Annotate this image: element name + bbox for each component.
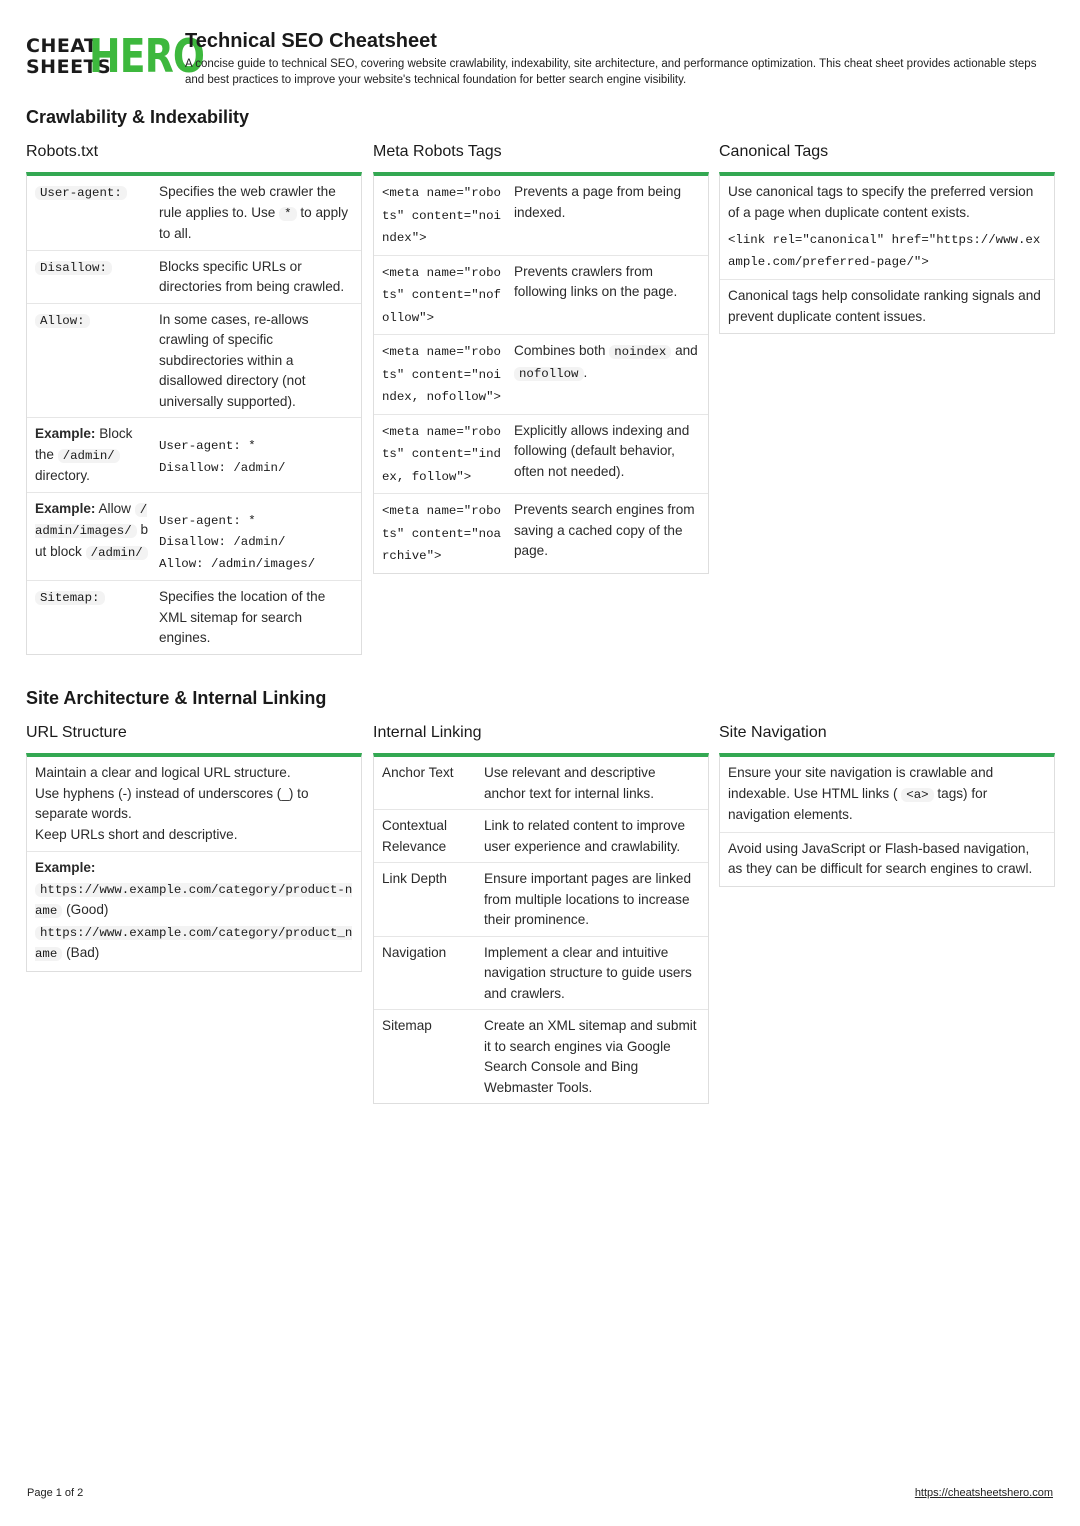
- linking-value: Link to related content to improve user experience and crawlability.: [484, 818, 685, 854]
- linking-key: Anchor Text: [382, 765, 454, 780]
- linking-value: Use relevant and descriptive anchor text for internal links.: [484, 765, 656, 801]
- section-title-crawlability: Crawlability & Indexability: [26, 107, 250, 127]
- meta-row-noindex: [374, 176, 708, 256]
- code-meta-nofollow: <meta name="robots" content="nofollow">: [382, 265, 501, 325]
- code-admin-images-path: /admin/images/: [35, 502, 148, 538]
- linking-row: [374, 937, 708, 1011]
- meta-combines-text-b: and: [675, 343, 698, 358]
- url-example: [27, 852, 361, 971]
- card-title-robots: Robots.txt: [26, 143, 99, 160]
- logo-text-hero: HERO: [89, 29, 205, 83]
- meta-row-noindex-nofollow: [374, 335, 708, 415]
- example-allow-text-a: Allow: [98, 500, 131, 516]
- meta-row-index-follow: [374, 415, 708, 495]
- code-user-agent: User-agent:: [35, 186, 127, 200]
- linking-key: Contextual Relevance: [382, 818, 447, 854]
- url-line-3: Keep URLs short and descriptive.: [35, 826, 238, 842]
- card-title-meta-robots: Meta Robots Tags: [373, 143, 502, 160]
- code-nofollow: nofollow: [514, 367, 584, 381]
- section-title-site-architecture: Site Architecture & Internal Linking: [26, 688, 327, 708]
- canonical-intro: Use canonical tags to specify the preferred version of a page when duplicate content exists.: [728, 184, 1034, 220]
- linking-row: [374, 810, 708, 863]
- example-label: Example:: [35, 500, 96, 516]
- canonical-intro-block: [720, 176, 1054, 280]
- example-block-code: User-agent: * Disallow: /admin/: [159, 439, 286, 475]
- code-meta-noarchive: <meta name="robots" content="noarchive">: [382, 504, 501, 563]
- meta-row-nofollow: [374, 256, 708, 336]
- card-title-url-structure: URL Structure: [26, 724, 127, 741]
- user-agent-desc-b: to apply to all.: [159, 204, 348, 241]
- robots-row-sitemap: [27, 581, 361, 654]
- example-allow-code: User-agent: * Disallow: /admin/ Allow: /admin/images/: [159, 513, 316, 571]
- canonical-card: [719, 172, 1055, 334]
- robots-card: [26, 172, 362, 655]
- nav-p1-text-b: tags) for navigation elements.: [728, 785, 988, 822]
- page-header: [26, 30, 1056, 90]
- card-title-internal-linking: Internal Linking: [373, 724, 482, 741]
- url-structure-card: [26, 753, 362, 972]
- url-line-1: Maintain a clear and logical URL structure.: [35, 765, 291, 780]
- sitemap-desc: Specifies the location of the XML sitemap for search engines.: [159, 589, 326, 645]
- linking-value: Ensure important pages are linked from multiple locations to increase their prominence.: [484, 871, 692, 927]
- example-block-text-b: directory.: [35, 468, 90, 483]
- code-allow: Allow:: [35, 314, 90, 328]
- code-noindex: noindex: [609, 345, 671, 359]
- linking-key: Sitemap: [382, 1018, 432, 1033]
- meta-combines-period: .: [583, 364, 588, 380]
- meta-row-noarchive: [374, 494, 708, 573]
- internal-linking-card: [373, 753, 709, 1104]
- robots-row-example-block: [27, 418, 361, 493]
- linking-value: Implement a clear and intuitive navigation structure to guide users and crawlers.: [484, 944, 692, 1001]
- linking-row: [374, 1010, 708, 1103]
- nav-paragraph-2: Avoid using JavaScript or Flash-based navigation, as they can be difficult for search engines to crawl.: [728, 840, 1033, 876]
- allow-desc: In some cases, re-allows crawling of specific subdirectories within a disallowed directory (not universally supported).: [159, 311, 309, 409]
- cheatsheets-hero-logo[interactable]: [26, 29, 205, 83]
- example-label: Example:: [35, 426, 96, 441]
- site-navigation-card: [719, 753, 1055, 887]
- code-admin-path: /admin/: [86, 546, 148, 560]
- example-block-text-a: Block the: [35, 426, 133, 462]
- code-meta-noindex: <meta name="robots" content="noindex">: [382, 186, 501, 245]
- disallow-desc: Blocks specific URLs or directories from being crawled.: [159, 258, 345, 294]
- example-label: Example:: [35, 860, 96, 875]
- linking-row: [374, 863, 708, 937]
- nav-paragraph-1: [720, 757, 1054, 833]
- robots-row-example-allow: [27, 493, 361, 582]
- code-bad-url: https://www.example.com/category/product_name: [35, 925, 353, 961]
- robots-row-user-agent: [27, 176, 361, 251]
- robots-row-disallow: [27, 251, 361, 304]
- code-meta-index-follow: <meta name="robots" content="index, follow">: [382, 424, 501, 484]
- code-disallow: Disallow:: [35, 261, 112, 275]
- code-admin-path: /admin/: [58, 449, 120, 463]
- meta-index-follow-desc: Explicitly allows indexing and following (default behavior, often not needed).: [514, 422, 690, 479]
- robots-row-allow: [27, 304, 361, 419]
- nav-p1-text-a: Ensure your site navigation is crawlable and indexable. Use HTML links (: [728, 765, 994, 801]
- meta-combines-text-a: Combines both: [514, 343, 606, 358]
- meta-noarchive-desc: Prevents search engines from saving a cached copy of the page.: [514, 502, 695, 558]
- linking-row: [374, 757, 708, 810]
- meta-robots-card: [373, 172, 709, 574]
- example-allow-text-b: but block: [35, 522, 149, 559]
- page-description: A concise guide to technical SEO, covering website crawlability, indexability, site architecture, and performance optimization. This cheat sheet provides actionable steps and best practices to improve your website's technical foundation for better search engine visibility.: [185, 58, 1037, 86]
- bad-label: (Bad): [66, 945, 100, 960]
- page-number: Page 1 of 2: [27, 1487, 84, 1499]
- code-good-url: https://www.example.com/category/product-name: [35, 882, 353, 918]
- user-agent-desc-a: Specifies the web crawler the rule applies to. Use: [159, 184, 336, 220]
- logo-text-sheets: SHEETS: [26, 56, 112, 78]
- code-meta-noindex-nofollow: <meta name="robots" content="noindex, nofollow">: [382, 345, 501, 404]
- code-star: *: [279, 207, 296, 221]
- page-title: Technical SEO Cheatsheet: [185, 30, 437, 52]
- meta-nofollow-desc: Prevents crawlers from following links on the page.: [514, 263, 678, 299]
- footer-site-link[interactable]: https://cheatsheetshero.com: [914, 1487, 1053, 1499]
- code-canonical-link: <link rel="canonical" href="https://www.example.com/preferred-page/">: [728, 233, 1041, 269]
- code-sitemap: Sitemap:: [35, 591, 105, 605]
- code-anchor-tag: <a>: [901, 788, 933, 802]
- good-label: (Good): [66, 902, 109, 917]
- url-line-2: Use hyphens (-) instead of underscores (_) to separate words.: [35, 785, 309, 821]
- logo-text-cheat: CHEAT: [26, 35, 98, 57]
- card-title-canonical: Canonical Tags: [719, 143, 829, 160]
- url-guidelines: [27, 757, 361, 852]
- linking-value: Create an XML sitemap and submit it to search engines via Google Search Console and Bing Webmaster Tools.: [484, 1018, 697, 1095]
- linking-key: Link Depth: [382, 871, 447, 886]
- card-title-site-navigation: Site Navigation: [719, 724, 827, 741]
- linking-key: Navigation: [382, 944, 447, 960]
- meta-noindex-desc: Prevents a page from being indexed.: [514, 184, 682, 220]
- canonical-note: Canonical tags help consolidate ranking signals and prevent duplicate content issues.: [728, 288, 1041, 324]
